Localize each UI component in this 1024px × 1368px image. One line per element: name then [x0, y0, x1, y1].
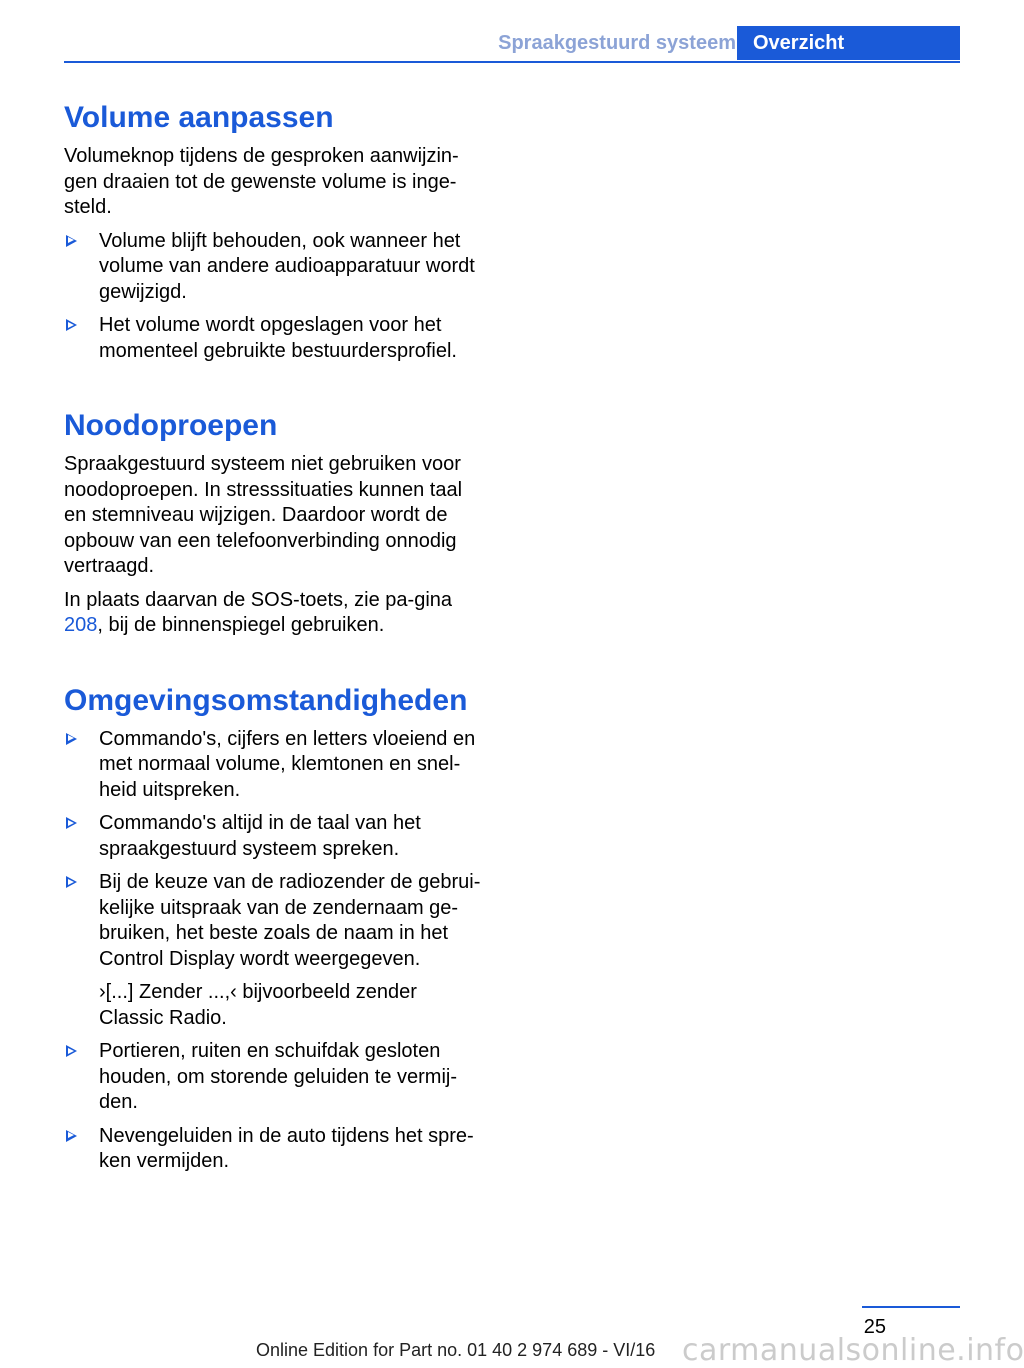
- list-item: Bij de keuze van de radiozender de gebrui-kelijke uitspraak van de zendernaam ge-bruiken, het beste zoals de naam in het Control Display wordt weergegeven. ›[...] Zender ...,‹ bijvoorbeeld zender Classic Radio.: [64, 870, 484, 1031]
- main-column: [64, 96, 484, 1215]
- footer-edition: Online Edition for Part no. 01 40 2 974 689 - VI/16: [256, 1340, 656, 1360]
- header-section-title: Spraakgestuurd systeem: [498, 32, 736, 54]
- list-item: Commando's altijd in de taal van het spraakgestuurd systeem spreken.: [64, 811, 484, 862]
- triangle-bullet-icon: [66, 876, 77, 888]
- triangle-bullet-icon: [66, 733, 77, 745]
- triangle-bullet-icon: [66, 319, 77, 331]
- list-item: Commando's, cijfers en letters vloeiend en met normaal volume, klemtonen en snel-heid uitspreken.: [64, 727, 484, 804]
- section-omgeving: [64, 679, 484, 1175]
- heading-volume: Volume aanpassen: [64, 101, 334, 134]
- watermark: carmanualsonline.info: [682, 1333, 1024, 1368]
- nood-paragraph-1: Spraakgestuurd systeem niet gebruiken voor noodoproepen. In stresssituaties kunnen taal en stemniveau wijzigen. Daardoor wordt de opbouw van een telefoonverbinding onnodig vertraagd.: [64, 453, 463, 577]
- triangle-bullet-icon: [66, 1130, 77, 1142]
- header-divider: [64, 61, 960, 63]
- list-item: Portieren, ruiten en schuifdak gesloten houden, om storende geluiden te vermij-den.: [64, 1039, 484, 1116]
- header-tab-overzicht[interactable]: Overzicht: [737, 26, 960, 60]
- triangle-bullet-icon: [66, 817, 77, 829]
- section-noodoproepen: [64, 404, 484, 639]
- triangle-bullet-icon: [66, 1045, 77, 1057]
- nood-paragraph-2: In plaats daarvan de SOS-toets, zie pa-gina 208, bij de binnenspiegel gebruiken.: [64, 588, 453, 636]
- list-item: Het volume wordt opgeslagen voor het momenteel gebruikte bestuurdersprofiel.: [64, 313, 484, 364]
- list-item: Nevengeluiden in de auto tijdens het spre-ken vermijden.: [64, 1124, 484, 1175]
- example-command: ›[...] Zender ...,‹ bijvoorbeeld zender Classic Radio.: [99, 981, 417, 1029]
- volume-intro: Volumeknop tijdens de gesproken aanwijzin-gen draaien tot de gewenste volume is inge-steld.: [64, 145, 459, 218]
- heading-noodoproepen: Noodoproepen: [64, 409, 278, 442]
- page-link-208[interactable]: 208: [64, 614, 98, 636]
- page-number: 25: [863, 1316, 886, 1338]
- heading-omgeving: Omgevingsomstandigheden: [64, 683, 468, 717]
- footer-divider: [862, 1306, 960, 1308]
- section-volume: [64, 96, 484, 364]
- volume-bullets: [64, 229, 484, 365]
- list-item: Volume blijft behouden, ook wanneer het volume van andere audioapparatuur wordt gewijzigd.: [64, 229, 484, 306]
- triangle-bullet-icon: [66, 235, 77, 247]
- omgeving-bullets: [64, 727, 484, 1175]
